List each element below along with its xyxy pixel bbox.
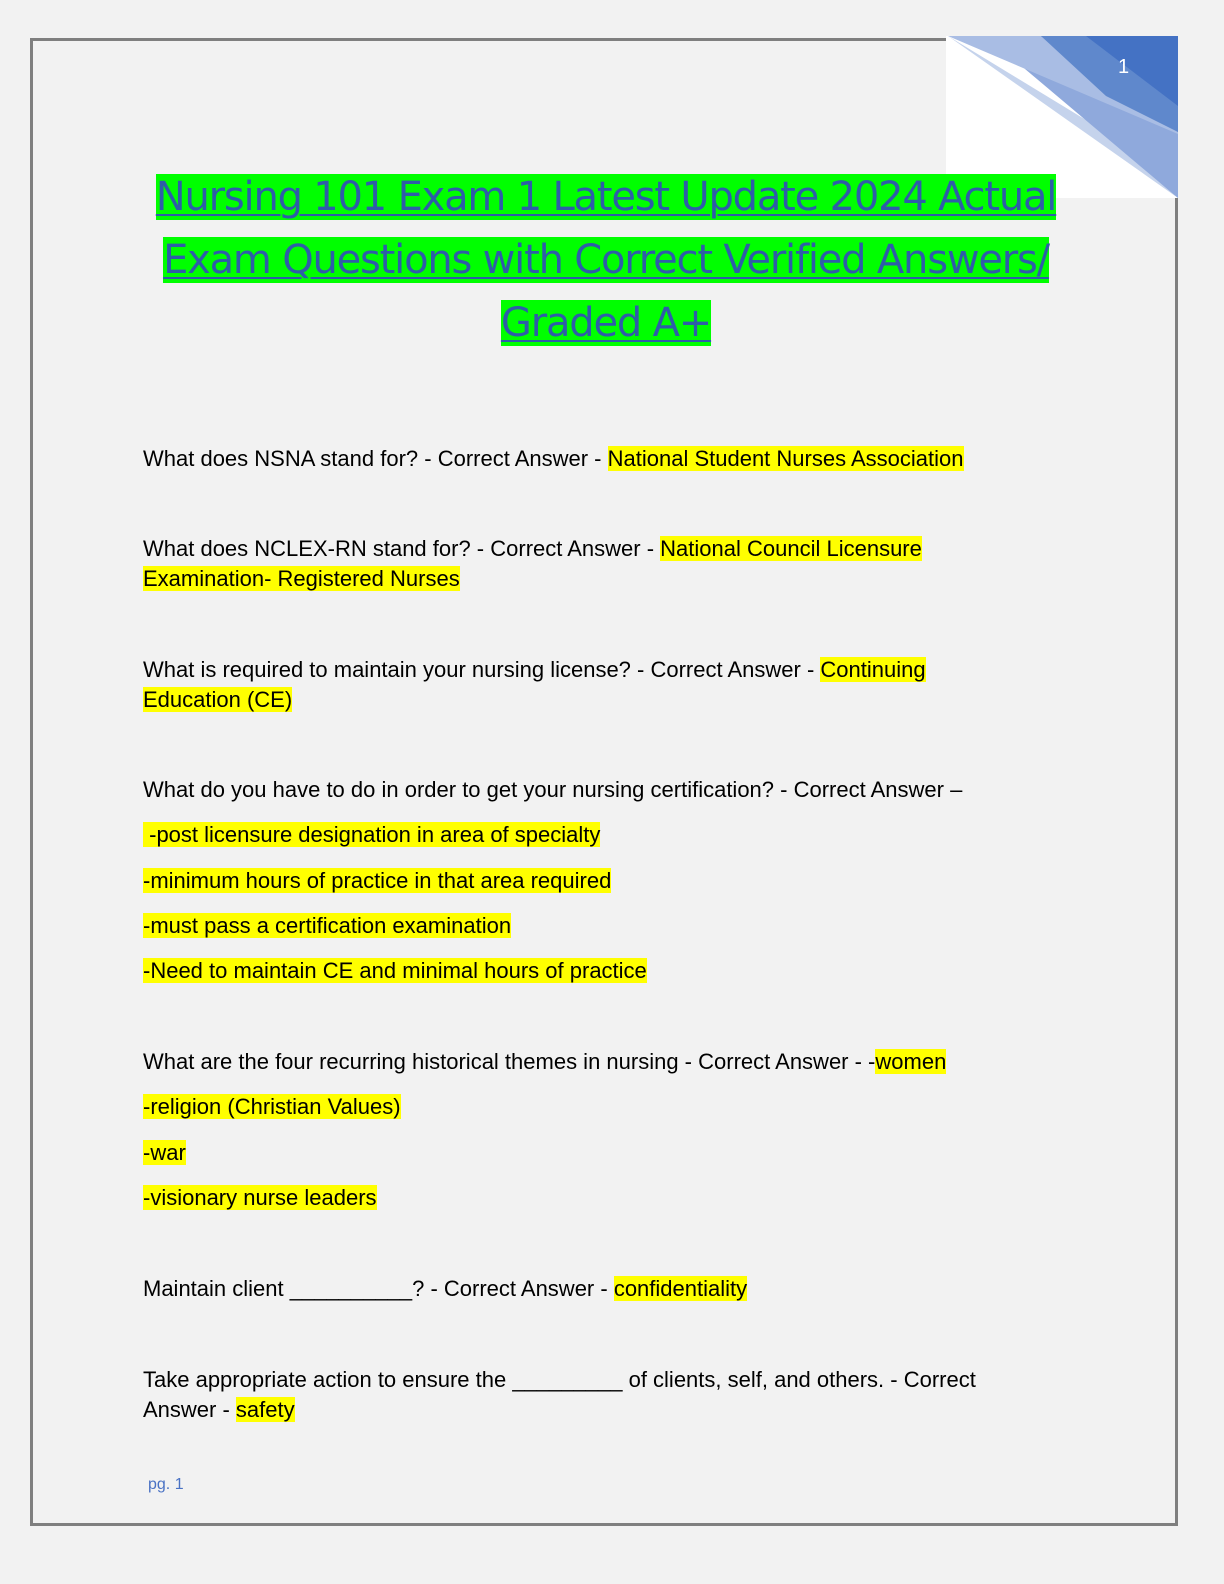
answer-text: confidentiality — [613, 1276, 748, 1301]
title-line-1: Nursing 101 Exam 1 Latest Update 2024 Actual — [155, 174, 1057, 220]
question-text: What does NSNA stand for? - Correct Answer - — [143, 446, 608, 471]
answer-list-item: -religion (Christian Values) — [143, 1094, 401, 1119]
page-number: 1 — [1118, 56, 1130, 78]
question-text: What does NCLEX-RN stand for? - Correct Answer - — [143, 536, 661, 561]
answer-list-item: -must pass a certification examination — [143, 913, 512, 938]
qa-item-5 — [143, 1047, 1063, 1077]
question-text: What are the four recurring historical themes in nursing - Correct Answer - - — [143, 1049, 876, 1074]
question-text: Maintain client __________? - Correct Answer - — [143, 1276, 614, 1301]
answer-list-item: -war — [143, 1140, 186, 1165]
answer-text: Continuing — [820, 657, 926, 682]
page-footer: pg. 1 — [148, 1476, 184, 1493]
question-text: What is required to maintain your nursing license? - Correct Answer - — [143, 657, 821, 682]
answer-list-item: -minimum hours of practice in that area required — [143, 868, 612, 893]
qa-item-1 — [143, 444, 1063, 474]
answer-text: women — [875, 1049, 947, 1074]
qa-item-4 — [143, 775, 1063, 805]
question-text: What do you have to do in order to get your nursing certification? - Correct Answer – — [143, 777, 963, 802]
page-title — [130, 166, 1082, 355]
title-line-3: Graded A+ — [500, 300, 712, 346]
answer-list-item: -post licensure designation in area of specialty — [143, 822, 601, 847]
qa-item-3 — [143, 655, 1063, 715]
answer-list-item: -Need to maintain CE and minimal hours of practice — [143, 958, 647, 983]
answer-text-continued: Examination- Registered Nurses — [143, 566, 460, 591]
title-line-2: Exam Questions with Correct Verified Answers/ — [163, 237, 1049, 283]
qa-item-6 — [143, 1274, 1063, 1304]
answer-text-continued: Education (CE) — [143, 687, 293, 712]
answer-text: safety — [235, 1397, 295, 1422]
answer-text: National Council Licensure — [660, 536, 922, 561]
answer-text: National Student Nurses Association — [607, 446, 964, 471]
question-text-continued: Answer - — [143, 1397, 236, 1422]
question-text: Take appropriate action to ensure the _________ of clients, self, and others. - Correct — [143, 1367, 976, 1392]
answer-list-item: -visionary nurse leaders — [143, 1185, 377, 1210]
qa-item-7 — [143, 1365, 1063, 1425]
qa-item-2 — [143, 534, 1063, 594]
